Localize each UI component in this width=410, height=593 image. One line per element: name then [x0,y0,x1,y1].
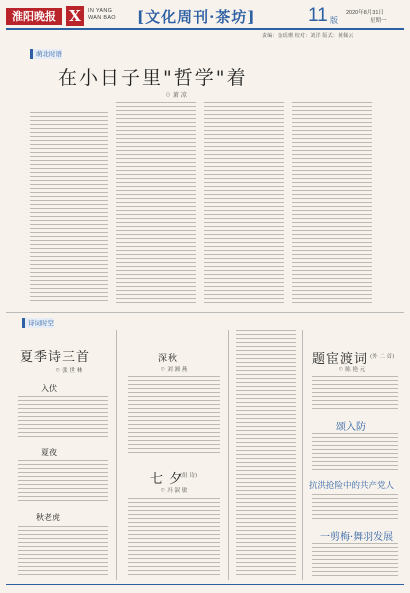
left-poem-sub-title-2: 夏夜 [41,448,57,457]
left-poem-stanza-1 [18,396,108,440]
column-tag: 萌北时语 [30,49,62,59]
poem-divider-right [302,330,303,580]
article-column-3 [204,102,284,304]
masthead-rule [6,28,404,30]
right-poem-1-author: ☉ 陈 艳 元 [338,367,366,373]
left-poem-stanza-2 [18,460,108,504]
right-poem-3-body [312,494,398,522]
middle-poem-1-author: ☉ 刘 湘 燕 [160,367,188,373]
section-title: [文化周刊·茶坊] [137,8,256,26]
pinyin-line-2: WAN BAO [88,15,116,21]
issue-date: 2020年8月31日 [346,10,384,16]
middle-poem-2-title: 七 夕 [150,472,184,487]
poem-divider-middle [228,330,229,580]
article-column-2 [116,102,196,304]
pinyin-line-1: IN YANG [88,8,113,14]
poetry-section-tag: 诗词时空 [22,318,54,328]
page-number: 11 [308,5,328,26]
page-suffix: 版 [330,16,338,25]
left-poem-author: ☉ 张 世 林 [55,368,83,374]
left-poem-stanza-3 [18,526,108,578]
article-headline: 在小日子里"哲学"着 [58,67,248,89]
middle-poem-2-body [128,498,220,578]
left-poem-title: 夏季诗三首 [20,350,91,365]
middle-poem-2-author: ☉ 冯 淑 敏 [160,488,188,494]
right-poem-1-title: 题宦渡词 [312,352,369,367]
pinyin-label [88,8,116,22]
right-poem-2-title: 颂入防 [336,422,366,433]
editor-credits: 责编：金瑶珊 校对：刘洋 版式：黄佩云 [262,33,354,39]
right-poem-1-body [312,376,398,412]
newspaper-logo: 淮阳晚报 [6,8,62,25]
poem-divider-left [116,330,117,580]
right-poem-2-body [312,433,398,473]
section-divider [6,312,404,313]
left-poem-sub-title-3: 秋老虎 [36,513,60,522]
left-poem-sub-title-1: 入伏 [41,384,57,393]
right-poem-1-note: (外 二 首) [370,354,395,360]
right-poem-3-title: 抗洪抢险中的共产党人 [309,481,395,491]
article-column-1 [30,112,108,304]
middle-poem-1-body [128,376,220,456]
x-logo-mark: X [66,6,84,26]
right-poem-4-body [312,543,398,579]
right-poem-4-title: 一剪梅·舞羽发展 [320,532,394,543]
article-column-4 [292,102,372,304]
middle-right-columns [236,330,296,578]
issue-weekday: 星期一 [370,18,387,24]
middle-poem-2-note: (组 诗) [180,473,198,479]
middle-poem-1-title: 深秋 [158,354,179,364]
article-byline: ☉ 萧 凉 [165,92,187,99]
footer-rule [6,584,404,585]
